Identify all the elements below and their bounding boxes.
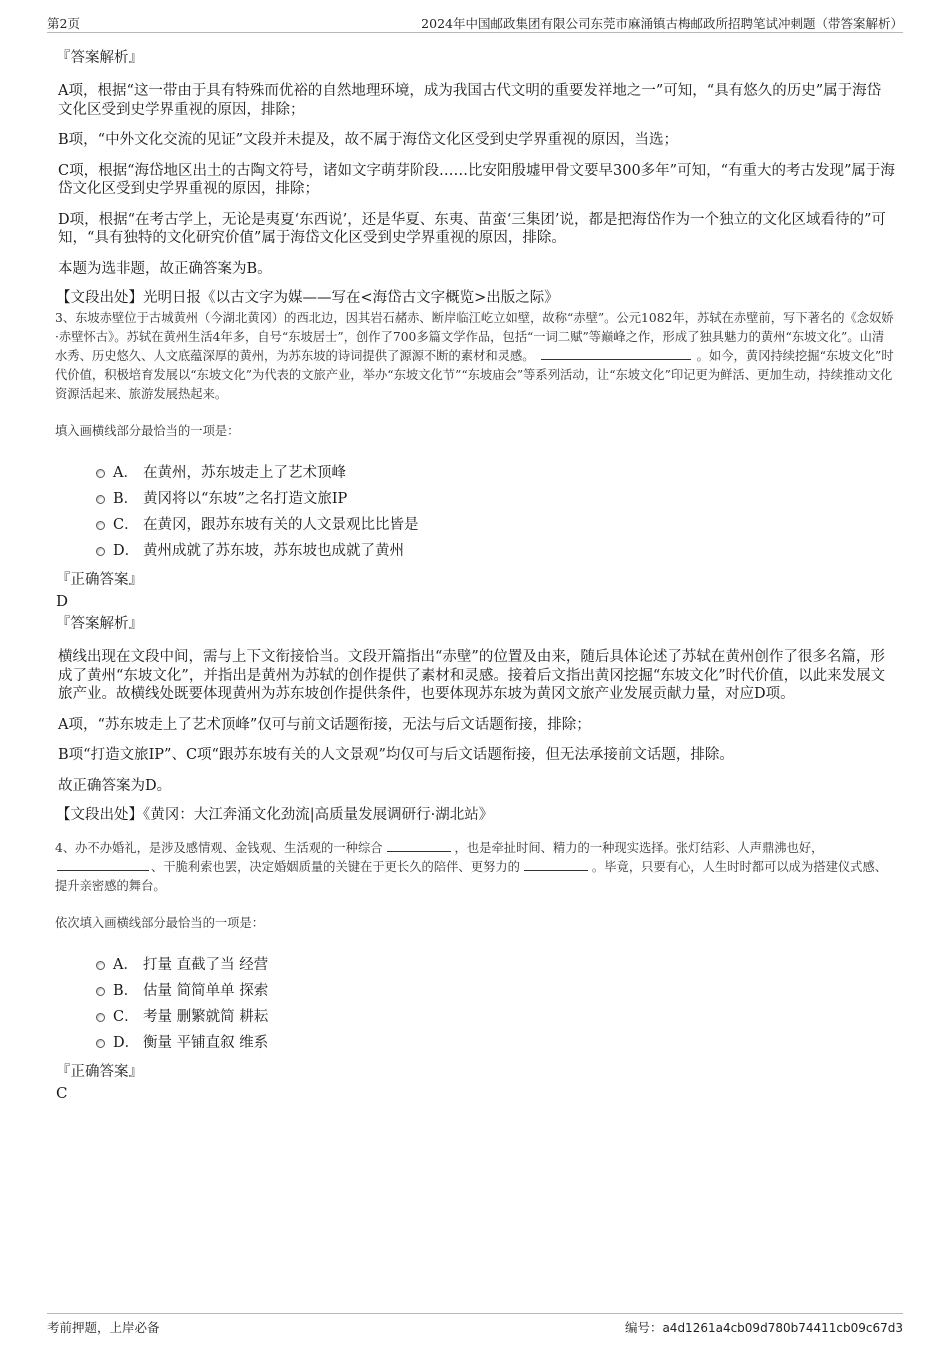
q3-analysis-label: 『答案解析』 xyxy=(56,616,143,632)
page-content xyxy=(53,46,895,1106)
q4-answer-label: 『正确答案』 xyxy=(56,1064,143,1080)
option-letter: A． xyxy=(113,957,138,973)
q3-answer-label: 『正确答案』 xyxy=(56,572,143,588)
option-text: 黄冈将以“东坡”之名打造文旅IP xyxy=(143,491,348,507)
document-title: 2024年中国邮政集团有限公司东莞市麻涌镇古梅邮政所招聘笔试冲刺题（带答案解析） xyxy=(421,16,903,31)
q3-option-c[interactable] xyxy=(93,512,895,538)
q3-text-before-blank: 3、东坡赤壁位于古城黄州（今湖北黄冈）的西北边，因其岩石赭赤、断岸临江屹立如壁，故称“赤壁”。公元1082年，苏轼在赤壁前，写下著名的《念奴娇·赤壁怀古》。苏轼在黄州生活4年多，自号“东坡居士”，创作了700多篇文学作品，包括“一词二赋”等巅峰之作，形成了独具魅力的黄州“东坡文化”。山清水秀、历史悠久、人文底蕴深厚的黄州，为苏东坡的诗词提供了源源不断的素材和灵感。 xyxy=(55,311,894,363)
q2-analysis-paragraph: B项，“中外文化交流的见证”文段并未提及，故不属于海岱文化区受到史学界重视的原因，当选； xyxy=(58,132,678,148)
option-text: 在黄冈，跟苏东坡有关的人文景观比比皆是 xyxy=(143,517,419,533)
q4-answer: C xyxy=(56,1084,68,1102)
q3-option-d[interactable] xyxy=(93,538,895,564)
radio-icon[interactable] xyxy=(96,961,105,970)
q3-option-a[interactable] xyxy=(93,460,895,486)
option-letter: D． xyxy=(113,1035,140,1051)
q3-analysis-paragraph: 故正确答案为D。 xyxy=(58,777,172,794)
q3-prompt: 填入画横线部分最恰当的一项是： xyxy=(55,424,240,438)
option-letter: C． xyxy=(113,517,139,533)
q2-analysis-paragraph: C项，根据“海岱地区出土的古陶文符号，诸如文字萌芽阶段……比安阳殷墟甲骨文要早300多年”可知，“有重大的考古发现”属于海岱文化区受到史学界重视的原因，排除； xyxy=(58,162,895,197)
option-text: 黄州成就了苏东坡，苏东坡也成就了黄州 xyxy=(143,543,404,559)
q4-option-c[interactable] xyxy=(93,1004,895,1030)
option-text: 衡量 平铺直叙 维系 xyxy=(143,1035,269,1051)
q3-blank xyxy=(541,347,691,360)
radio-icon[interactable] xyxy=(96,547,105,556)
radio-icon[interactable] xyxy=(96,469,105,478)
radio-icon[interactable] xyxy=(96,1013,105,1022)
q2-analysis-paragraph: D项，根据“在考古学上，无论是夷夏‘东西说’，还是华夏、东夷、苗蛮‘三集团’说，都是把海岱作为一个独立的文化区域看待的”可知，“具有独特的文化研究价值”属于海岱文化区受到史学界重视的原因，排除。 xyxy=(58,211,886,246)
q2-analysis-paragraph: 本题为选非题，故正确答案为B。 xyxy=(58,260,272,277)
q2-analysis-label: 『答案解析』 xyxy=(56,50,143,66)
q4-text-part: 4、办不办婚礼，是涉及感情观、金钱观、生活观的一种综合 xyxy=(55,841,383,855)
q3-options xyxy=(93,460,895,564)
footer-code xyxy=(625,1318,903,1336)
option-letter: A． xyxy=(113,465,138,481)
radio-icon[interactable] xyxy=(96,1039,105,1048)
q4-text-part: ，也是牵扯时间、精力的一种现实选择。张灯结彩、人声鼎沸也好， xyxy=(454,841,824,855)
q4-options xyxy=(93,952,895,1056)
footer-slogan: 考前押题，上岸必备 xyxy=(47,1320,160,1335)
q4-text-part: 。毕竟，只要有心，人生时时都可以成为搭建仪式感、提升亲密感的舞台。 xyxy=(55,860,888,893)
option-letter: B． xyxy=(113,983,139,999)
radio-icon[interactable] xyxy=(96,987,105,996)
q3-answer: D xyxy=(56,592,69,610)
q4-option-b[interactable] xyxy=(93,978,895,1004)
q4-blank xyxy=(387,839,451,852)
q4-question-text xyxy=(55,839,895,896)
q2-source: 【文段出处】光明日报《以古文字为媒——写在<海岱古文字概览>出版之际》 xyxy=(56,290,559,306)
option-letter: C． xyxy=(113,1009,139,1025)
radio-icon[interactable] xyxy=(96,521,105,530)
q4-option-d[interactable] xyxy=(93,1030,895,1056)
option-letter: B． xyxy=(113,491,139,507)
q4-blank xyxy=(57,858,149,871)
option-letter: D． xyxy=(113,543,140,559)
q3-analysis-paragraph: A项，“苏东坡走上了艺术顶峰”仅可与前文话题衔接，无法与后文话题衔接，排除； xyxy=(58,716,591,733)
page-number: 第2页 xyxy=(47,16,80,31)
q3-question-text xyxy=(55,309,895,404)
footer-code-label: 编号： xyxy=(624,1320,663,1335)
q3-option-b[interactable] xyxy=(93,486,895,512)
radio-icon[interactable] xyxy=(96,495,105,504)
q3-text-after-blank: 。如今，黄冈持续挖掘“东坡文化”时代价值，积极培育发展以“东坡文化”为代表的文旅产业，举办“东坡文化节”“东坡庙会”等系列活动，让“东坡文化”印记更为鲜活、更加生动，持续推动文化资源活起来、旅游发展热起来。 xyxy=(55,349,894,401)
option-text: 打量 直截了当 经营 xyxy=(143,957,269,973)
q3-analysis-paragraph: B项“打造文旅IP”、C项“跟苏东坡有关的人文景观”均仅可与后文话题衔接，但无法承接前文话题，排除。 xyxy=(58,747,734,763)
page-footer xyxy=(47,1313,903,1335)
footer-code-value: a4d1261a4cb09d780b74411cb09c67d3 xyxy=(662,1321,903,1335)
q4-blank xyxy=(524,858,588,871)
q2-analysis-paragraph: A项，根据“这一带由于具有特殊而优裕的自然地理环境，成为我国古代文明的重要发祥地之一”可知，“具有悠久的历史”属于海岱文化区受到史学界重视的原因，排除； xyxy=(58,83,882,118)
option-text: 估量 简简单单 探索 xyxy=(143,983,269,999)
q4-prompt: 依次填入画横线部分最恰当的一项是： xyxy=(55,916,265,930)
q3-analysis-paragraph: 横线出现在文段中间，需与上下文衔接恰当。文段开篇指出“赤壁”的位置及由来，随后具体论述了苏轼在黄州创作了很多名篇，形成了黄州“东坡文化”，并指出是黄州为苏轼的创作提供了素材和灵感。接着后文指出黄冈挖掘“东坡文化”时代价值，以此来发展文旅产业。故横线处既要体现黄州为苏东坡创作提供条件，也要体现苏东坡为黄冈文旅产业发展贡献力量，对应D项。 xyxy=(58,649,886,702)
q3-source: 【文段出处】《黄冈：大江奔涌文化劲流|高质量发展调研行·湖北站》 xyxy=(56,807,494,823)
option-text: 考量 删繁就简 耕耘 xyxy=(143,1009,269,1025)
q4-text-part: 、干脆利索也罢，决定婚姻质量的关键在于更长久的陪伴、更努力的 xyxy=(151,860,520,874)
q4-option-a[interactable] xyxy=(93,952,895,978)
option-text: 在黄州，苏东坡走上了艺术顶峰 xyxy=(143,465,346,481)
page-header xyxy=(47,10,903,33)
